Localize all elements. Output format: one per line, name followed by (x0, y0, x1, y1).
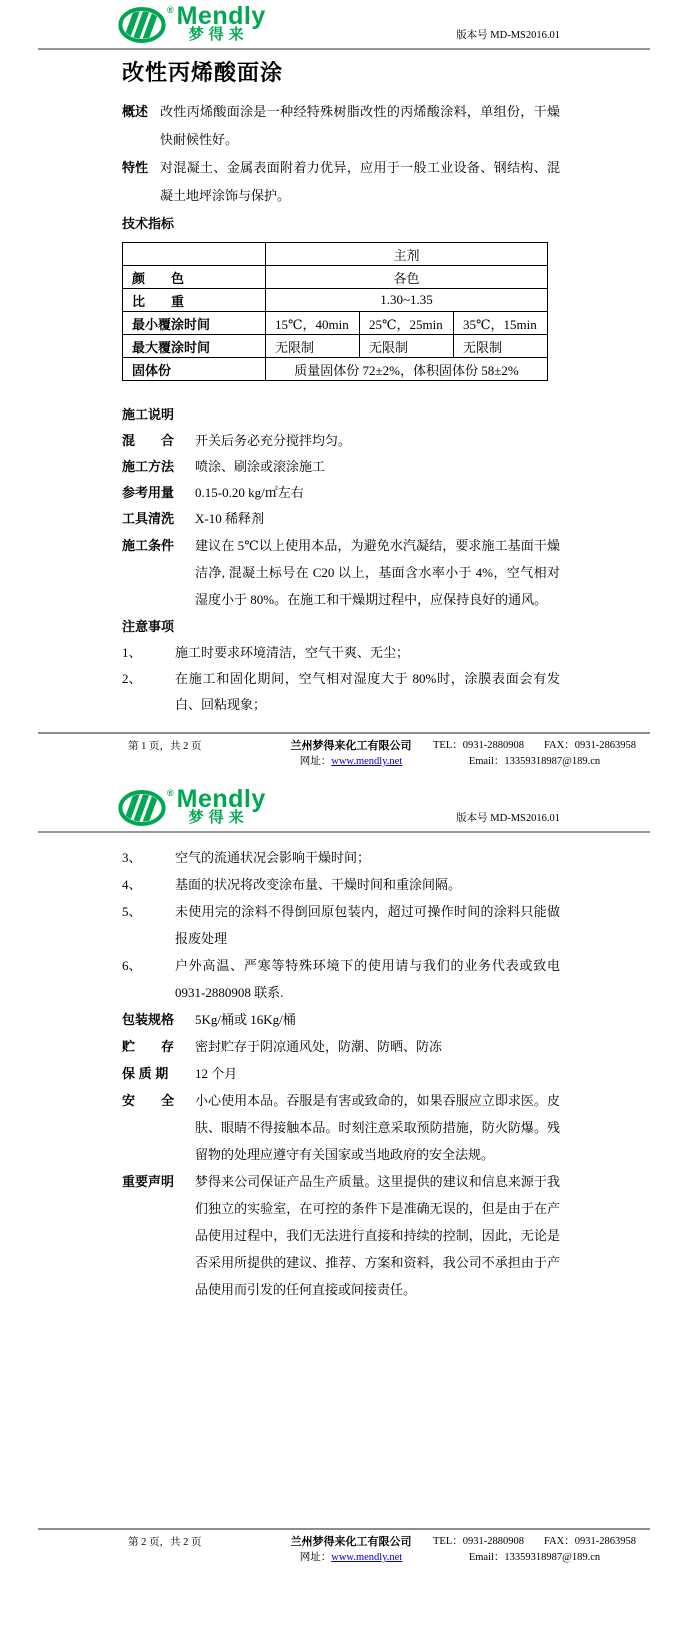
note-number: 1、 (122, 645, 142, 660)
row-value: X-10 稀释剂 (195, 511, 264, 526)
note-item (122, 666, 560, 718)
row-value: 小心使用本品。吞服是有害或致命的，如果吞服应立即求医。皮肤、眼睛不得接触本品。时刻注意采取预防措施，防火防爆。残留物的处理应遵守有关国家或当地政府的安全法规。 (195, 1093, 560, 1162)
table-cell-label: 固体份 (123, 358, 266, 381)
email-line (422, 1550, 647, 1566)
notes-heading: 注意事项 (122, 619, 175, 634)
footer-divider (38, 1528, 650, 1530)
website-line (280, 1550, 422, 1566)
table-cell-value: 无限制 (360, 335, 454, 358)
construction-row-mixing (122, 428, 560, 454)
company-logo (118, 785, 266, 828)
row-label: 保 质 期 (122, 1066, 169, 1081)
company-name: 兰州梦得来化工有限公司 (290, 1536, 412, 1548)
email-address: 13359318987@189.cn (504, 1552, 601, 1563)
tel-number: TEL：0931-2880908 (433, 740, 524, 751)
note-number: 2、 (122, 671, 142, 686)
website-line (280, 754, 422, 770)
note-number: 4、 (122, 877, 142, 892)
page1-footer (0, 732, 687, 770)
construction-row-dosage (122, 480, 560, 506)
row-label: 施工方法 (122, 459, 175, 474)
info-row-storage (122, 1033, 560, 1060)
phone-line (422, 1534, 647, 1550)
construction-row-conditions (122, 532, 560, 613)
info-row-shelf-life (122, 1060, 560, 1087)
logo-name-cn: 梦得来 (188, 26, 249, 43)
table-cell-value: 质量固体份 72±2%，体积固体份 58±2% (266, 358, 548, 381)
fax-number: FAX：0931-2863958 (544, 1536, 636, 1547)
row-label: 重要声明 (122, 1174, 175, 1189)
info-row-disclaimer (122, 1168, 560, 1303)
overview-label: 概述 (122, 104, 149, 119)
page-number: 第 1 页，共 2 页 (128, 741, 202, 752)
overview-text: 改性丙烯酸面涂是一种经特殊树脂改性的丙烯酸涂料，单组份，干燥快耐候性好。 (160, 104, 560, 147)
footer-company-block (280, 738, 422, 770)
table-cell-label: 最大覆涂时间 (123, 335, 266, 358)
table-cell-label: 比 重 (123, 289, 266, 312)
note-text: 空气的流通状况会影响干燥时间； (175, 850, 371, 865)
overview-section (122, 98, 560, 154)
note-item (122, 844, 560, 871)
tech-spec-heading: 技术指标 (122, 216, 175, 231)
table-cell-label: 最小覆涂时间 (123, 312, 266, 335)
note-text: 施工时要求环境清洁，空气干爽、无尘； (175, 645, 410, 660)
footer-company-block (280, 1534, 422, 1566)
website-link[interactable]: www.mendly.net (331, 1552, 403, 1563)
header-divider (38, 48, 650, 50)
note-number: 5、 (122, 904, 142, 919)
row-label: 混 合 (122, 433, 175, 448)
table-cell-value: 无限制 (454, 335, 548, 358)
row-label: 施工条件 (122, 538, 175, 553)
row-value: 5Kg/桶或 16Kg/桶 (195, 1012, 296, 1027)
mendly-oval-logo-icon (118, 5, 166, 45)
company-name: 兰州梦得来化工有限公司 (290, 740, 412, 752)
table-cell-value: 25℃，25min (360, 312, 454, 335)
registered-trademark-icon: ® (167, 5, 174, 15)
table-row (123, 289, 548, 312)
table-row (123, 335, 548, 358)
row-value: 梦得来公司保证产品生产质量。这里提供的建议和信息来源于我们独立的实验室，在可控的条件下是准确无误的，但是由于在产品使用过程中，我们无法进行直接和持续的控制，因此，无论是否采用所提供的建议、推荐、方案和资料，我公司不承担由于产品使用而引发的任何直接或间接责任。 (195, 1174, 560, 1297)
row-label: 安 全 (122, 1093, 175, 1108)
table-cell-value: 15℃，40min (266, 312, 360, 335)
note-text: 在施工和固化期间，空气相对湿度大于 80%时，涂膜表面会有发白、回粘现象； (175, 671, 560, 712)
logo-name-cn: 梦得来 (188, 809, 249, 826)
website-link[interactable]: www.mendly.net (331, 756, 403, 767)
table-row (123, 358, 548, 381)
construction-row-cleaning (122, 506, 560, 532)
email-line (422, 754, 647, 770)
note-number: 6、 (122, 958, 142, 973)
row-value: 密封贮存于阴凉通风处，防潮、防晒、防冻 (195, 1039, 443, 1054)
email-address: 13359318987@189.cn (504, 756, 601, 767)
logo-text (176, 785, 266, 826)
footer-contact-block (422, 738, 647, 770)
footer-divider (38, 732, 650, 734)
website-label: 网址： (299, 756, 332, 767)
tel-number: TEL：0931-2880908 (433, 1536, 524, 1547)
note-item (122, 640, 560, 666)
page1-content (122, 58, 560, 718)
note-text: 未使用完的涂料不得倒回原包装内，超过可操作时间的涂料只能做报废处理 (175, 904, 560, 946)
footer-row (128, 1534, 647, 1566)
table-cell-value: 1.30~1.35 (266, 289, 548, 312)
table-cell-empty (123, 243, 266, 266)
table-cell-value: 35℃，15min (454, 312, 548, 335)
info-row-safety (122, 1087, 560, 1168)
construction-heading: 施工说明 (122, 407, 175, 422)
note-item (122, 898, 560, 952)
table-row (123, 243, 548, 266)
page-header (0, 770, 687, 828)
features-section (122, 154, 560, 210)
page-title: 改性丙烯酸面涂 (122, 60, 284, 85)
logo-name-en: Mendly (176, 785, 266, 813)
page-1 (0, 0, 687, 770)
logo-name-en: Mendly (176, 2, 266, 30)
registered-trademark-icon: ® (167, 788, 174, 798)
note-number: 3、 (122, 850, 142, 865)
table-header-main-agent: 主剂 (266, 243, 548, 266)
row-value: 12 个月 (195, 1066, 238, 1081)
mendly-oval-logo-icon (118, 788, 166, 828)
page-2 (0, 770, 687, 1638)
row-value: 0.15-0.20 kg/㎡左右 (195, 485, 304, 500)
email-label: Email： (468, 1552, 505, 1563)
logo-text (176, 2, 266, 43)
features-text: 对混凝土、金属表面附着力优异，应用于一般工业设备、钢结构、混凝土地坪涂饰与保护。 (160, 160, 560, 203)
footer-contact-block (422, 1534, 647, 1566)
header-divider (38, 831, 650, 833)
table-cell-value: 无限制 (266, 335, 360, 358)
email-label: Email： (468, 756, 505, 767)
page-number: 第 2 页，共 2 页 (128, 1537, 202, 1548)
table-row (123, 266, 548, 289)
page-header (0, 0, 687, 45)
note-text: 基面的状况将改变涂布量、干燥时间和重涂间隔。 (175, 877, 462, 892)
note-item (122, 952, 560, 1006)
tech-spec-table (122, 242, 548, 381)
row-value: 开关后务必充分搅拌均匀。 (195, 433, 352, 448)
note-text: 户外高温、严寒等特殊环境下的使用请与我们的业务代表或致电 0931-2880908 联系. (175, 958, 560, 1000)
fax-number: FAX：0931-2863958 (544, 740, 636, 751)
note-item (122, 871, 560, 898)
page2-content (122, 844, 560, 1303)
row-value: 喷涂、刷涂或滚涂施工 (195, 459, 326, 474)
table-cell-value: 各色 (266, 266, 548, 289)
version-number: 版本号 MD-MS2016.01 (456, 813, 560, 824)
row-label: 贮 存 (122, 1039, 175, 1054)
construction-row-method (122, 454, 560, 480)
table-cell-label: 颜 色 (123, 266, 266, 289)
version-number: 版本号 MD-MS2016.01 (456, 30, 560, 41)
row-value: 建议在 5℃以上使用本品，为避免水汽凝结，要求施工基面干燥洁净, 混凝土标号在 C20 以上，基面含水率小于 4%，空气相对湿度小于 80%。在施工和干燥期过程中，应保持良好的通风。 (195, 538, 560, 607)
footer-row (128, 738, 647, 770)
page2-footer (0, 1528, 687, 1566)
table-row (123, 312, 548, 335)
company-logo (118, 2, 266, 45)
features-label: 特性 (122, 160, 149, 175)
row-label: 参考用量 (122, 485, 175, 500)
row-label: 包装规格 (122, 1012, 175, 1027)
row-label: 工具清洗 (122, 511, 175, 526)
website-label: 网址： (299, 1552, 332, 1563)
info-row-packaging (122, 1006, 560, 1033)
phone-line (422, 738, 647, 754)
